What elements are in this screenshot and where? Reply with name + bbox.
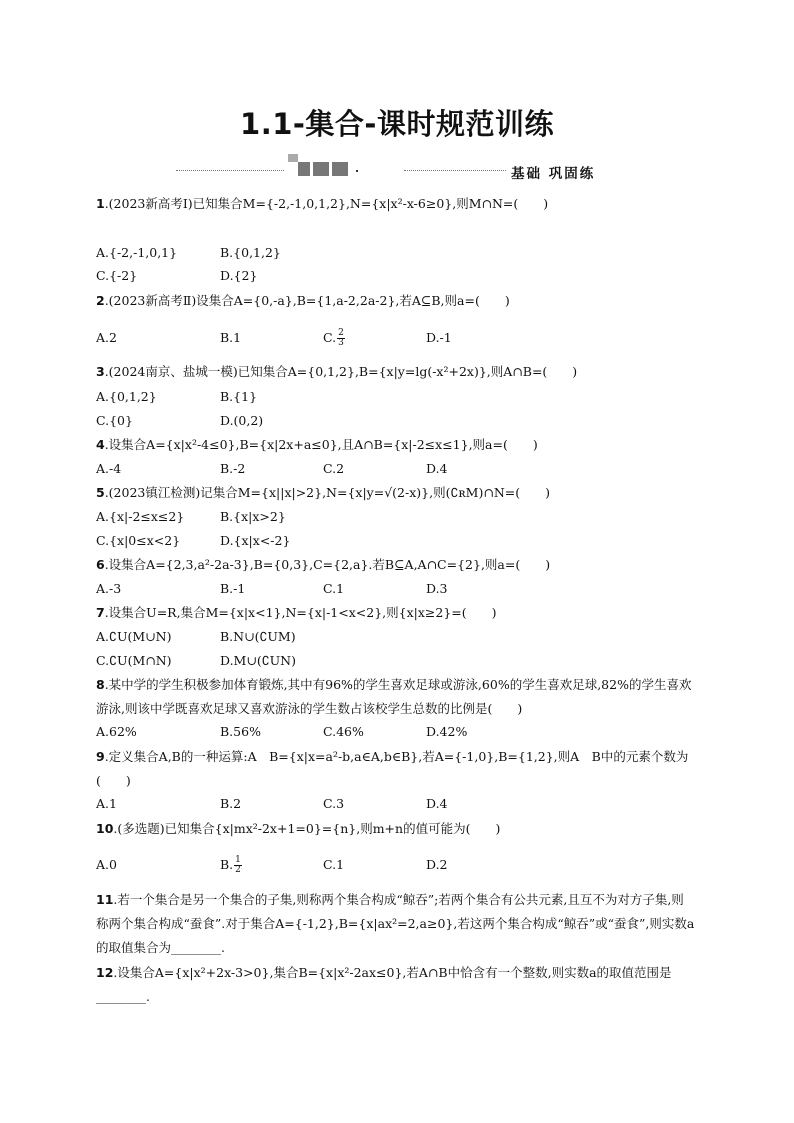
option-b: B.{x|x>2}: [220, 509, 286, 524]
option-b: B.56%: [220, 724, 261, 739]
section-label: 基础 巩固练: [511, 166, 596, 182]
option-c: [323, 327, 345, 349]
question-number: 9: [96, 749, 105, 764]
question-text: .(2023新高考Ⅰ)已知集合M={-2,-1,0,1,2},N={x|x²-x-6≥0},则M∩N=( ): [104, 196, 549, 211]
question-text: .(多选题)已知集合{x|mx²-2x+1=0}={n},则m+n的值可能为( ): [113, 821, 501, 836]
option-c: C.46%: [323, 724, 364, 739]
fraction: [234, 856, 242, 875]
option-d: D.42%: [426, 724, 468, 739]
question-number: 5: [96, 485, 105, 500]
section-banner: [0, 158, 794, 186]
option-a: A.{0,1,2}: [96, 389, 157, 404]
fraction-numerator: 1: [235, 855, 241, 865]
page-title: 1.1-集合-课时规范训练: [240, 107, 554, 141]
fraction: [337, 329, 345, 348]
option-d: D.3: [426, 581, 448, 596]
question-text: .(2024南京、盐城一模)已知集合A={0,1,2},B={x|y=lg(-x²+2x)},则A∩B=( ): [104, 364, 578, 379]
option-d: D.-1: [426, 330, 452, 345]
question-text: .设集合A={2,3,a²-2a-3},B={0,3},C={2,a}.若B⊆A,A∩C={2},则a=( ): [104, 557, 551, 572]
option-b: B.{1}: [220, 389, 258, 404]
option-a: A.∁U(M∪N): [96, 629, 172, 644]
question-text: .设集合U=R,集合M={x|x<1},N={x|-1<x<2},则{x|x≥2}=( ): [104, 605, 497, 620]
question-9: [96, 745, 696, 793]
question-number: 8: [96, 677, 105, 692]
banner-decoration: [288, 154, 298, 162]
fraction-denominator: 2: [235, 865, 241, 875]
banner-block-3: [332, 162, 348, 176]
option-c: C.1: [323, 581, 345, 596]
question-text: .设集合A={x|x²+2x-3>0},集合B={x|x²-2ax≤0},若A∩B中恰含有一个整数,则实数a的取值范围是________.: [96, 965, 672, 1004]
option-c: C.2: [323, 461, 345, 476]
dotted-rule-right: [404, 170, 506, 171]
question-number: 4: [96, 437, 105, 452]
question-text: .若一个集合是另一个集合的子集,则称两个集合构成“鲸吞”;若两个集合有公共元素,且互不为对方子集,则称两个集合构成“蚕食”.对于集合A={-1,2},B={x|ax²=2,a≥0},若这两个集合构成“鲸吞”或“蚕食”,则实数a的取值集合为________.: [96, 892, 695, 955]
question-5: [96, 481, 696, 505]
option-b: B.-2: [220, 461, 246, 476]
option-a: A.1: [96, 796, 117, 811]
option-a: A.2: [96, 330, 117, 345]
option-d: D.4: [426, 796, 448, 811]
question-12: [96, 961, 696, 1009]
question-7: [96, 601, 696, 625]
option-b: B.2: [220, 796, 242, 811]
option-c: C.3: [323, 796, 345, 811]
option-b: B.-1: [220, 581, 246, 596]
option-c: C.∁U(M∩N): [96, 653, 172, 668]
option-label: B.: [220, 857, 234, 872]
question-6: [96, 553, 696, 577]
option-d: D.4: [426, 461, 448, 476]
option-b: B.{0,1,2}: [220, 245, 281, 260]
fraction-numerator: 2: [338, 328, 344, 338]
option-d: D.2: [426, 857, 448, 872]
dotted-rule-left: [176, 170, 284, 171]
option-c: C.{-2}: [96, 268, 138, 283]
option-a: A.{-2,-1,0,1}: [96, 245, 178, 260]
question-11: [96, 888, 696, 960]
option-a: A.{x|-2≤x≤2}: [96, 509, 185, 524]
question-8: [96, 673, 696, 721]
question-text: .设集合A={x|x²-4≤0},B={x|2x+a≤0},且A∩B={x|-2≤x≤1},则a=( ): [104, 437, 538, 452]
question-number: 6: [96, 557, 105, 572]
question-number: 11: [96, 892, 114, 907]
banner-block-1: [298, 162, 310, 176]
question-number: 7: [96, 605, 105, 620]
fraction-denominator: 3: [338, 338, 344, 348]
question-text: .(2023镇江检测)记集合M={x||x|>2},N={x|y=√(2-x)},则(∁ʀM)∩N=( ): [104, 485, 550, 500]
question-4: [96, 433, 696, 457]
banner-block-2: [313, 162, 329, 176]
question-number: 10: [96, 821, 114, 836]
option-d: D.(0,2): [220, 413, 264, 428]
question-text: .某中学的学生积极参加体育锻炼,其中有96%的学生喜欢足球或游泳,60%的学生喜欢足球,82%的学生喜欢游泳,则该中学既喜欢足球又喜欢游泳的学生数占该校学生总数的比例是( ): [96, 677, 692, 716]
option-d: D.M∪(∁UN): [220, 653, 297, 668]
question-number: 1: [96, 196, 105, 211]
option-b: B.1: [220, 330, 242, 345]
question-text: .定义集合A,B的一种运算:A B={x|x=a²-b,a∈A,b∈B},若A={-1,0},B={1,2},则A B中的元素个数为( ): [96, 749, 689, 788]
option-a: A.-3: [96, 581, 122, 596]
banner-dot: [356, 170, 358, 172]
option-c: C.{x|0≤x<2}: [96, 533, 181, 548]
option-b: B.N∪(∁UM): [220, 629, 296, 644]
option-a: A.62%: [96, 724, 137, 739]
question-text: .(2023新高考Ⅱ)设集合A={0,-a},B={1,a-2,2a-2},若A⊆B,则a=( ): [104, 293, 510, 308]
option-c: C.1: [323, 857, 345, 872]
option-a: A.-4: [96, 461, 122, 476]
question-3: [96, 360, 696, 384]
option-label: C.: [323, 330, 337, 345]
question-number: 2: [96, 293, 105, 308]
option-d: D.{x|x<-2}: [220, 533, 291, 548]
option-c: C.{0}: [96, 413, 133, 428]
question-1: [96, 192, 696, 216]
question-number: 12: [96, 965, 114, 980]
option-a: A.0: [96, 857, 117, 872]
option-d: D.{2}: [220, 268, 258, 283]
question-10: [96, 817, 696, 841]
question-number: 3: [96, 364, 105, 379]
option-b: [220, 854, 242, 876]
question-2: [96, 289, 696, 313]
